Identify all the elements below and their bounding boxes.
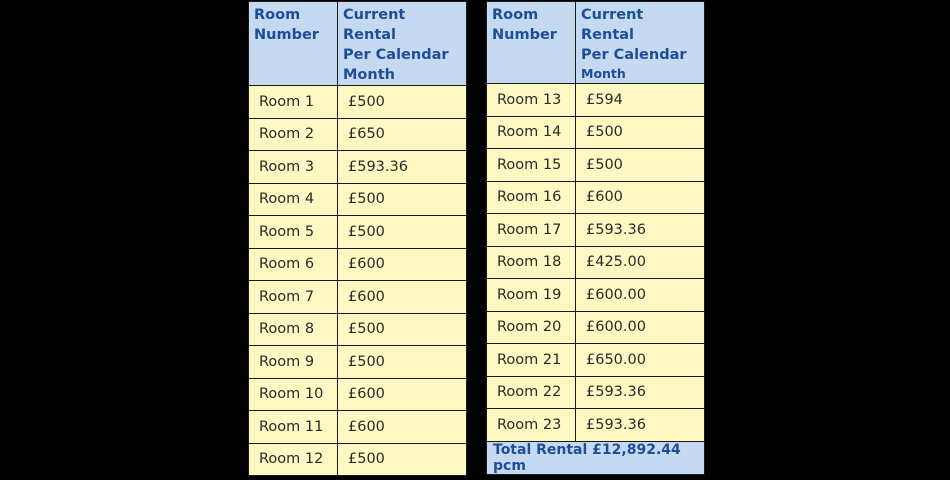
- room-cell: Room 16: [487, 181, 576, 214]
- rent-cell: £600.00: [576, 311, 705, 344]
- table-row: [487, 311, 705, 344]
- room-cell: Room 13: [487, 84, 576, 117]
- room-cell: Room 6: [249, 248, 338, 281]
- room-cell: Room 8: [249, 313, 338, 346]
- table-row: [487, 344, 705, 377]
- header-line: Per Calendar: [343, 47, 449, 63]
- room-cell: Room 22: [487, 376, 576, 409]
- rent-cell: £425.00: [576, 246, 705, 279]
- table-row: [487, 84, 705, 117]
- rent-cell: £593.36: [576, 409, 705, 442]
- room-cell: Room 5: [249, 216, 338, 249]
- rent-cell: £594: [576, 84, 705, 117]
- room-cell: Room 12: [249, 443, 338, 476]
- room-cell: Room 23: [487, 409, 576, 442]
- table-row: [249, 378, 467, 411]
- rent-cell: £500: [338, 346, 467, 379]
- current-rental-header: [576, 2, 705, 84]
- rent-cell: £593.36: [576, 214, 705, 247]
- room-number-header: [249, 2, 338, 86]
- room-cell: Room 18: [487, 246, 576, 279]
- rent-cell: £500: [338, 183, 467, 216]
- room-cell: Room 1: [249, 86, 338, 119]
- table-row: [249, 248, 467, 281]
- header-line: Number: [492, 27, 557, 43]
- total-row: [487, 441, 705, 474]
- rent-cell: £600: [338, 281, 467, 314]
- total-rental: Total Rental £12,892.44 pcm: [487, 441, 705, 474]
- rent-cell: £650: [338, 118, 467, 151]
- rent-cell: £500: [338, 313, 467, 346]
- table-row: [249, 313, 467, 346]
- table-row: [487, 376, 705, 409]
- header-line: Current Rental: [343, 7, 406, 43]
- room-cell: Room 15: [487, 149, 576, 182]
- rent-cell: £593.36: [576, 376, 705, 409]
- table-row: [249, 183, 467, 216]
- table-row: [249, 411, 467, 444]
- rent-cell: £600: [338, 378, 467, 411]
- header-line: Room: [254, 7, 301, 23]
- header-line: Number: [254, 27, 319, 43]
- table-row: [249, 216, 467, 249]
- room-cell: Room 20: [487, 311, 576, 344]
- table-row: [249, 118, 467, 151]
- table-header-row: [249, 2, 467, 86]
- table-header-row: [487, 2, 705, 84]
- room-cell: Room 10: [249, 378, 338, 411]
- room-cell: Room 17: [487, 214, 576, 247]
- rental-table-left: [248, 1, 467, 476]
- rent-cell: £600.00: [576, 279, 705, 312]
- rent-cell: £600: [338, 248, 467, 281]
- table-row: [249, 151, 467, 184]
- rent-cell: £600: [338, 411, 467, 444]
- table-row: [487, 116, 705, 149]
- table-row: [487, 409, 705, 442]
- rent-cell: £500: [338, 86, 467, 119]
- rent-cell: £600: [576, 181, 705, 214]
- header-line: Month: [343, 67, 395, 83]
- rent-cell: £650.00: [576, 344, 705, 377]
- room-cell: Room 7: [249, 281, 338, 314]
- room-cell: Room 11: [249, 411, 338, 444]
- table-row: [249, 86, 467, 119]
- rent-cell: £500: [338, 216, 467, 249]
- header-line: Month: [581, 66, 626, 81]
- table-row: [249, 443, 467, 476]
- room-cell: Room 21: [487, 344, 576, 377]
- table-row: [487, 181, 705, 214]
- table-row: [487, 279, 705, 312]
- room-cell: Room 9: [249, 346, 338, 379]
- rent-cell: £500: [576, 149, 705, 182]
- header-line: Room: [492, 7, 539, 23]
- rent-cell: £500: [576, 116, 705, 149]
- table-row: [249, 281, 467, 314]
- rent-cell: £500: [338, 443, 467, 476]
- room-cell: Room 2: [249, 118, 338, 151]
- header-line: Current Rental: [581, 7, 644, 43]
- table-row: [487, 214, 705, 247]
- table-row: [487, 149, 705, 182]
- header-line: Per Calendar: [581, 47, 687, 63]
- table-row: [487, 246, 705, 279]
- room-cell: Room 19: [487, 279, 576, 312]
- current-rental-header: [338, 2, 467, 86]
- room-cell: Room 3: [249, 151, 338, 184]
- room-cell: Room 4: [249, 183, 338, 216]
- rent-cell: £593.36: [338, 151, 467, 184]
- rental-table-right: [486, 1, 705, 475]
- room-number-header: [487, 2, 576, 84]
- room-cell: Room 14: [487, 116, 576, 149]
- table-row: [249, 346, 467, 379]
